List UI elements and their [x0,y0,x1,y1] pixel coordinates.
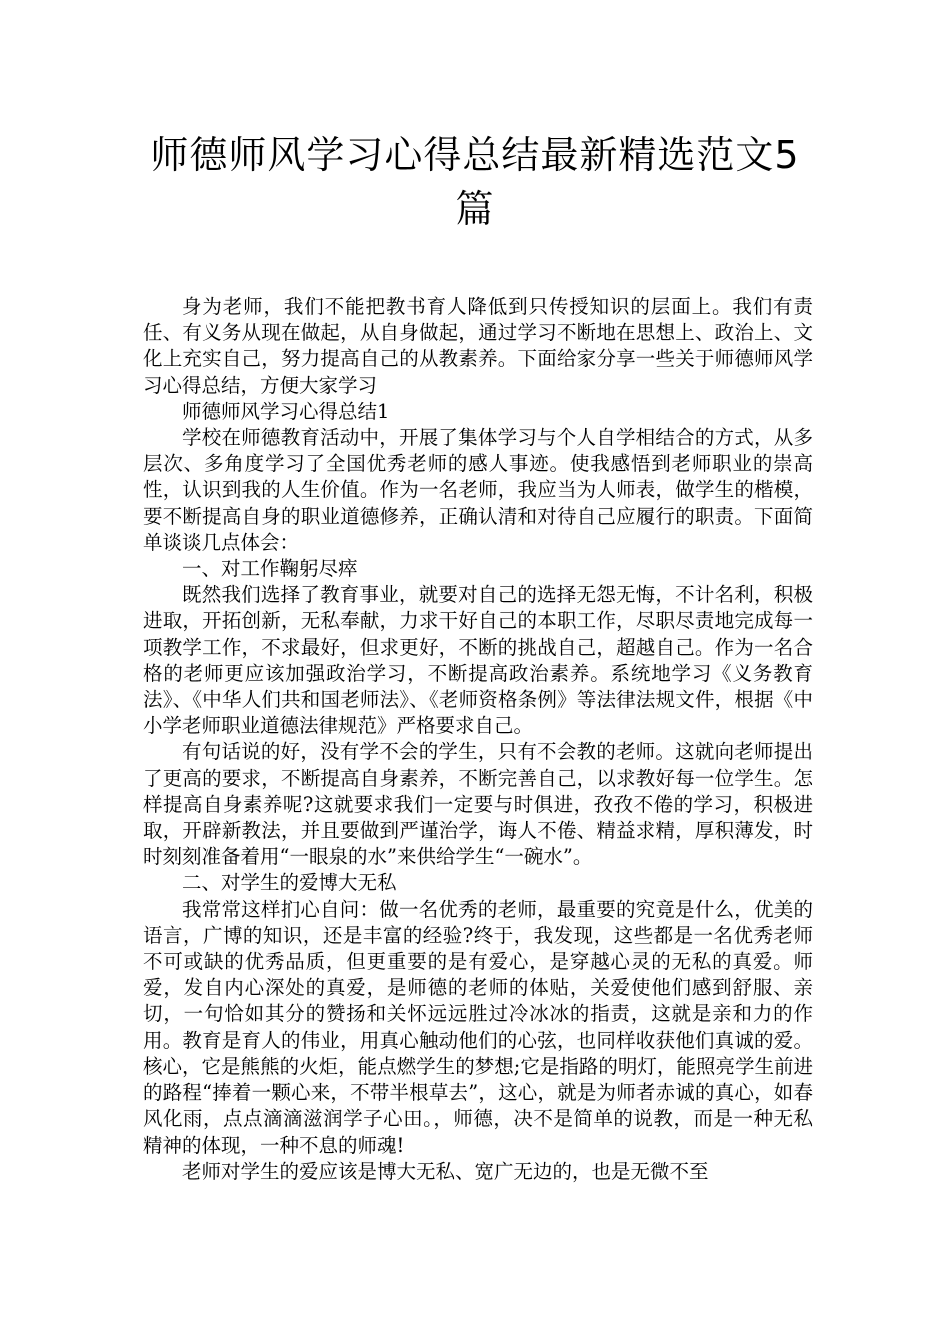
document-body [143,294,813,1185]
document-title: 师德师风学习心得总结最新精选范文5篇 [150,133,800,231]
paragraph-self-reflection: 我常常这样扪心自问：做一名优秀的老师，最重要的究竟是什么，优美的语言，广博的知识，还是丰富的经验?终于，我发现，这些都是一名优秀老师不可或缺的优秀品质，但更重要的是有爱心，是穿越心灵的无私的真爱。师爱，发自内心深处的真爱，是师德的老师的体贴，关爱使他们感到舒服、亲切，一句恰如其分的赞扬和关怀远远胜过冷冰冰的指责，这就是亲和力的作用。教育是育人的伟业，用真心触动他们的心弦，也同样收获他们真诚的爱。核心，它是熊熊的火炬，能点燃学生的梦想;它是指路的明灯，能照亮学生前进的路程“捧着一颗心来，不带半根草去”，这心，就是为师者赤诚的真心，如春风化雨，点点滴滴滋润学子心田。，师德，决不是简单的说教，而是一种无私精神的体现，一种不息的师魂! [143,897,813,1157]
paragraph-self-improvement: 有句话说的好，没有学不会的学生，只有不会教的老师。这就向老师提出了更高的要求，不断提高自身素养，不断完善自己，以求教好每一位学生。怎样提高自身素养呢?这就要求我们一定要与时俱进，孜孜不倦的学习，积极进取，开辟新教法，并且要做到严谨治学，诲人不倦、精益求精，厚积薄发，时时刻刻准备着用“一眼泉的水”来供给学生“一碗水”。 [143,740,813,869]
paragraph-teacher-love: 老师对学生的爱应该是博大无私、宽广无边的，也是无微不至 [182,1159,709,1183]
section-heading-summary-1: 师德师风学习心得总结1 [182,399,390,423]
paragraph-school-activity: 学校在师德教育活动中，开展了集体学习与个人自学相结合的方式，从多层次、多角度学习了全国优秀老师的感人事迹。使我感悟到老师职业的崇高性，认识到我的人生价值。作为一名老师，我应当为人师表，做学生的楷模，要不断提高自身的职业道德修养，正确认清和对待自己应履行的职责。下面简单谈谈几点体会： [143,426,813,554]
subheading-love-for-students: 二、对学生的爱博大无私 [182,871,397,895]
paragraph-career-choice: 既然我们选择了教育事业，就要对自己的选择无怨无悔，不计名利，积极进取，开拓创新，无私奉献，力求干好自己的本职工作，尽职尽责地完成每一项教学工作，不求最好，但求更好，不断的挑战自己，超越自己。作为一名合格的老师更应该加强政治学习，不断提高政治素养。系统地学习《义务教育法》、《中华人们共和国老师法》、《老师资格条例》等法律法规文件，根据《中小学老师职业道德法律规范》严格要求自己。 [143,583,813,738]
paragraph-intro: 身为老师，我们不能把教书育人降低到只传授知识的层面上。我们有责任、有义务从现在做起，从自身做起，通过学习不断地在思想上、政治上、文化上充实自己，努力提高自己的从教素养。下面给家分享一些关于师德师风学习心得总结，方便大家学习 [143,295,813,397]
subheading-work-dedication: 一、对工作鞠躬尽瘁 [182,557,358,581]
